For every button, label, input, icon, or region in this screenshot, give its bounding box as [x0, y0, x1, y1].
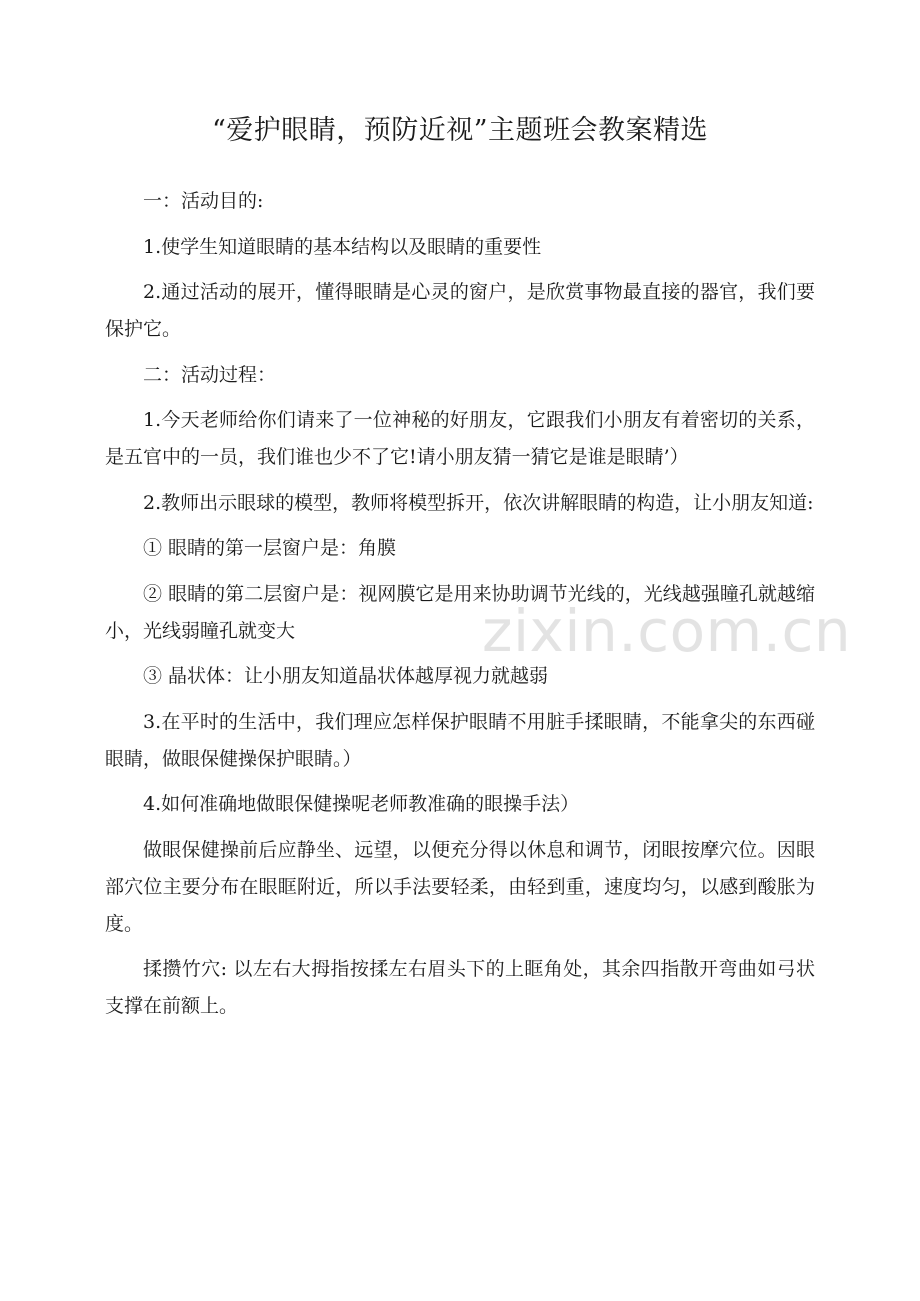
paragraph: 一：活动目的: — [143, 190, 264, 212]
paragraph: 二：活动过程： — [143, 363, 277, 386]
paragraph: ① 眼睛的第一层窗户是：角膜 — [143, 537, 397, 559]
document-body — [105, 183, 815, 1034]
paragraph: 2.教师出示眼球的模型，教师将模型拆开，依次讲解眼睛的构造，让小朋友知道: — [143, 491, 814, 514]
watermark: zixin.com.cn — [482, 597, 852, 665]
paragraph: 揉攒竹穴: 以左右大拇指按揉左右眉头下的上眶角处，其余四指散开弯曲如弓状支撑在前额上。 — [105, 958, 815, 1017]
paragraph: 4.如何准确地做眼保健操呢老师教准确的眼操手法） — [143, 793, 580, 815]
paragraph: 做眼保健操前后应静坐、远望，以便充分得以休息和调节，闭眼按摩穴位。因眼部穴位主要分布在眼眶附近，所以手法要轻柔，由轻到重，速度均匀，以感到酸胀为度。 — [105, 838, 815, 935]
paragraph: 2.通过活动的展开，懂得眼睛是心灵的窗户，是欣赏事物最直接的器官，我们要保护它。 — [105, 281, 815, 340]
document-title: “爱护眼睛，预防近视”主题班会教案精选 — [211, 115, 709, 146]
paragraph: 1.使学生知道眼睛的基本结构以及眼睛的重要性 — [143, 235, 542, 258]
paragraph: ② 眼睛的第二层窗户是：视网膜它是用来协助调节光线的，光线越强瞳孔就越缩小，光线弱瞳孔就变大 — [105, 582, 815, 642]
paragraph: 1.今天老师给你们请来了一位神秘的好朋友，它跟我们小朋友有着密切的关系，是五官中的一员，我们谁也少不了它!请小朋友猜一猜它是谁是眼睛’） — [105, 409, 815, 468]
paragraph: ③ 晶状体：让小朋友知道晶状体越厚视力就越弱 — [143, 665, 549, 687]
paragraph: 3.在平时的生活中，我们理应怎样保护眼睛不用脏手揉眼睛，不能拿尖的东西碰眼睛，做眼保健操保护眼睛。） — [105, 710, 815, 770]
